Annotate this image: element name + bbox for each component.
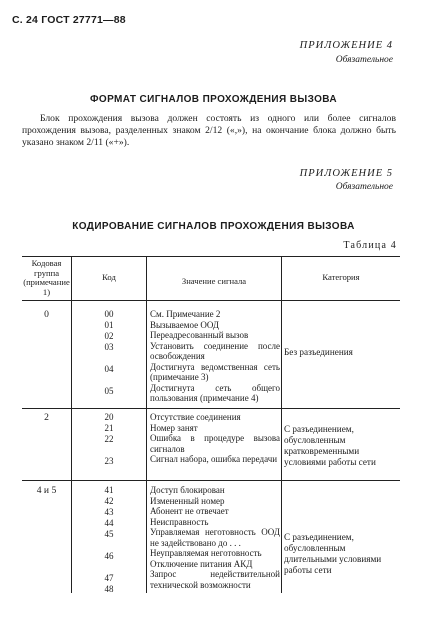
header-code: Код <box>102 272 116 282</box>
category-cell: С разъединением, обусловленным кратковременными условиями работы сети <box>284 424 376 467</box>
meaning-cell: Переадресованный вызов <box>150 330 249 340</box>
meaning-cell: Абонент не отвечает <box>150 506 229 516</box>
section-title-format: ФОРМАТ СИГНАЛОВ ПРОХОЖДЕНИЯ ВЫЗОВА <box>89 94 338 105</box>
group-cell: 4 и 5 <box>36 485 57 496</box>
code-cell: 44 <box>104 518 114 528</box>
group-cell: 2 <box>44 412 49 423</box>
code-cell: 42 <box>104 496 114 506</box>
code-cell: 05 <box>104 386 114 396</box>
group-4-5-meanings <box>150 485 280 590</box>
code-cell: 00 <box>104 309 114 319</box>
meaning-cell: Сигнал набора, ошибка передачи <box>150 454 278 464</box>
table-row-divider <box>22 408 400 409</box>
code-cell: 20 <box>104 412 114 422</box>
code-cell: 04 <box>104 364 114 374</box>
table-label: Таблица 4 <box>343 240 397 251</box>
code-cell: 23 <box>104 456 114 466</box>
appendix-5-title: ПРИЛОЖЕНИЕ 5 <box>299 168 393 179</box>
code-cell <box>72 540 146 551</box>
code-cell: 45 <box>104 529 114 539</box>
meaning-cell: Неуправляемая неготовность <box>150 548 262 558</box>
meaning-cell: Достигнута ведомственная сеть (примечание 3) <box>150 361 280 382</box>
code-cell <box>72 353 146 364</box>
meaning-cell: Неисправность <box>150 516 209 527</box>
category-cell: Без разъединения <box>284 347 353 357</box>
group-cell: 0 <box>44 309 49 320</box>
table-row-divider <box>22 480 400 481</box>
column-divider <box>281 256 282 593</box>
code-cell: 41 <box>104 485 114 495</box>
meaning-cell: Измененный номер <box>150 495 225 506</box>
page-header: С. 24 ГОСТ 27771—88 <box>12 14 126 26</box>
signals-table <box>22 256 400 593</box>
code-cell: 48 <box>104 584 114 594</box>
meaning-cell: Номер занят <box>150 422 198 433</box>
code-cell <box>72 445 146 456</box>
appendix-5-subtitle: Обязательное <box>335 182 393 192</box>
group-2-codes <box>72 412 146 478</box>
meaning-cell: См. Примечание 2 <box>150 309 221 319</box>
header-category: Категория <box>322 272 360 282</box>
column-divider <box>146 256 147 593</box>
section-title-coding: КОДИРОВАНИЕ СИГНАЛОВ ПРОХОЖДЕНИЯ ВЫЗОВА <box>72 221 355 232</box>
appendix-4-subtitle: Обязательное <box>335 55 393 65</box>
header-group: Кодовая группа (примечание 1) <box>23 258 70 297</box>
code-cell: 02 <box>104 331 114 341</box>
code-cell <box>72 375 146 386</box>
code-cell: 43 <box>104 507 114 517</box>
group-0-codes <box>72 309 146 408</box>
table-header-border <box>22 300 400 301</box>
group-0-meanings <box>150 309 280 404</box>
code-cell: 03 <box>104 342 114 352</box>
meaning-cell: Вызываемое ООД <box>150 319 220 330</box>
code-cell: 46 <box>104 551 114 561</box>
category-cell: С разъединением, обусловленным длительными условиями работы сети <box>284 532 382 575</box>
appendix-4-title: ПРИЛОЖЕНИЕ 4 <box>299 40 393 51</box>
meaning-cell: Установить соединение после освобождения <box>150 340 280 361</box>
code-cell: 47 <box>104 573 114 583</box>
code-cell <box>72 562 146 573</box>
meaning-cell: Доступ блокирован <box>150 485 225 495</box>
code-cell: 21 <box>104 423 114 433</box>
meaning-cell: Отключение питания АКД <box>150 558 253 569</box>
code-cell: 01 <box>104 320 114 330</box>
meaning-cell: Запрос недействительной технической возможности <box>150 569 280 590</box>
code-cell: 22 <box>104 434 114 444</box>
meaning-cell: Отсутствие соединения <box>150 412 241 422</box>
code-cell <box>72 595 146 606</box>
code-cell <box>72 467 146 478</box>
meaning-cell: Управляемая неготовность ООД не задействовано до . . . <box>150 527 280 548</box>
group-2-meanings <box>150 412 280 465</box>
group-4-5-codes <box>72 485 146 606</box>
meaning-cell: Ошибка в процедуре вызова сигналов <box>150 433 280 454</box>
meaning-cell: Достигнута сеть общего пользования (примечание 4) <box>150 382 280 403</box>
table-top-border <box>22 256 400 257</box>
code-cell <box>72 397 146 408</box>
format-paragraph: Блок прохождения вызова должен состоять из одного или более сигналов прохождения вызова, разделенных знаком 2/12 («,»), на окончание блока должно быть указано знаком 2/11 («+»). <box>22 113 396 148</box>
header-meaning: Значение сигнала <box>181 276 247 286</box>
